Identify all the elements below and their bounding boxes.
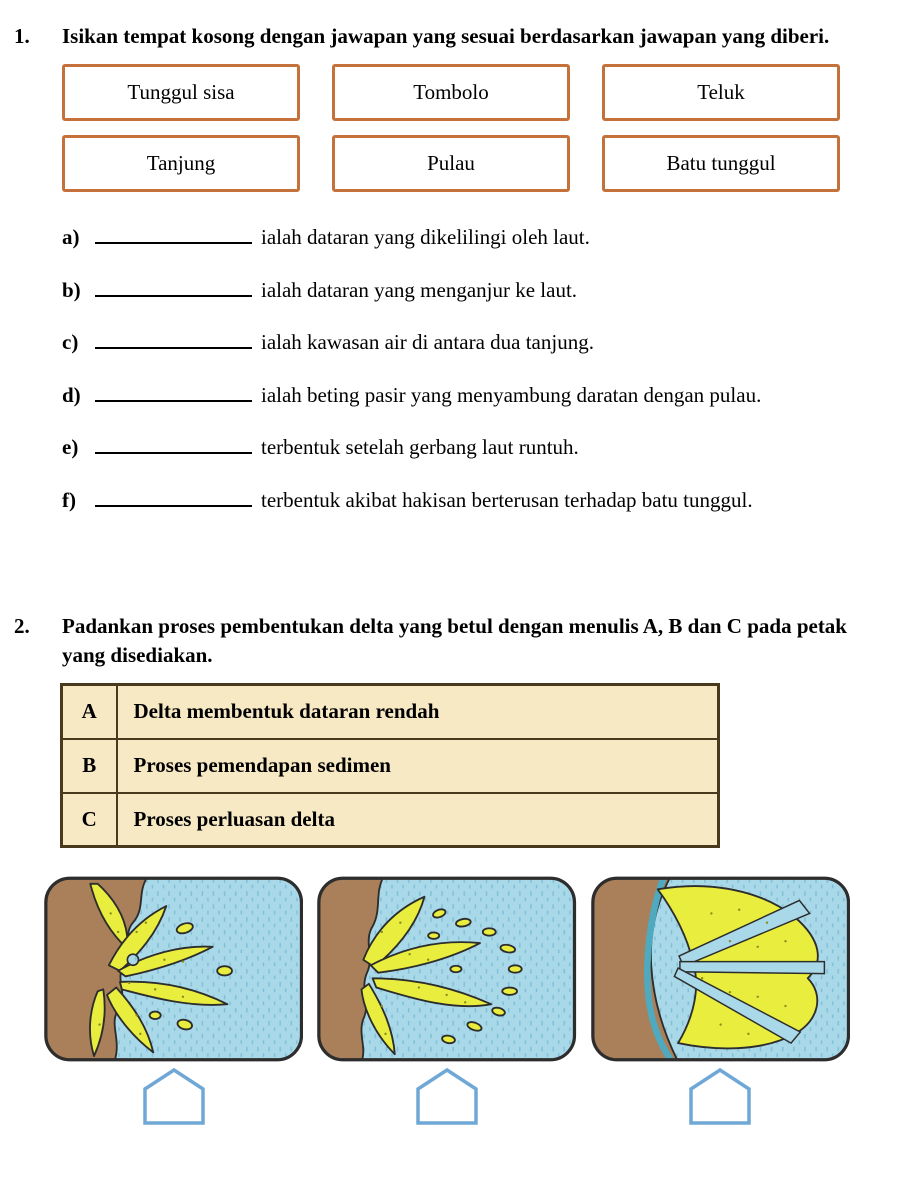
delta-diagram-1 [44, 870, 303, 1068]
delta-diagram-column-3 [591, 870, 850, 1126]
delta-diagram-3 [591, 870, 850, 1068]
blank-answer-line-c[interactable] [95, 347, 252, 349]
blank-question-b [62, 275, 880, 307]
delta-answer-box-1[interactable] [141, 1068, 207, 1126]
question-1-instruction: Isikan tempat kosong dengan jawapan yang sesuai berdasarkan jawapan yang diberi. [62, 24, 830, 48]
question-1-number: 1. [14, 24, 30, 48]
process-description-b: Proses pemendapan sedimen [117, 739, 719, 793]
process-description-a: Delta membentuk dataran rendah [117, 685, 719, 739]
blank-question-f [62, 485, 880, 517]
blank-answer-line-e[interactable] [95, 452, 252, 454]
delta-answer-box-3[interactable] [687, 1068, 753, 1126]
blank-text-e: terbentuk setelah gerbang laut runtuh. [261, 435, 579, 460]
blank-question-d [62, 380, 880, 412]
delta-process-table [60, 683, 720, 848]
delta-diagram-2 [317, 870, 576, 1068]
table-row-a [62, 685, 719, 739]
process-description-c: Proses perluasan delta [117, 793, 719, 847]
question-2-number: 2. [14, 614, 30, 639]
blank-question-c [62, 327, 880, 359]
blank-label-e: e) [62, 435, 79, 460]
blank-answer-line-f[interactable] [95, 505, 252, 507]
blank-text-f: terbentuk akibat hakisan berterusan terhadap batu tunggul. [261, 487, 753, 512]
word-bank-item-tanjung: Tanjung [62, 135, 300, 192]
delta-answer-box-2[interactable] [414, 1068, 480, 1126]
question-2-instruction: Padankan proses pembentukan delta yang betul dengan menulis A, B dan C pada petak yang disediakan. [62, 614, 847, 667]
blank-label-f: f) [62, 487, 76, 512]
process-letter-b: B [62, 739, 117, 793]
blank-label-d: d) [62, 382, 81, 407]
blank-answer-line-a[interactable] [95, 242, 252, 244]
word-bank-item-tunggul-sisa: Tunggul sisa [62, 64, 300, 121]
blank-label-c: c) [62, 330, 79, 355]
fill-in-blanks-list [62, 222, 880, 516]
blank-question-e [62, 432, 880, 464]
delta-diagram-column-2 [317, 870, 576, 1126]
blank-label-a: a) [62, 225, 80, 250]
question-1-section [14, 22, 880, 516]
question-1-header [14, 22, 880, 50]
blank-question-a [62, 222, 880, 254]
table-row-b [62, 739, 719, 793]
blank-text-b: ialah dataran yang menganjur ke laut. [261, 277, 578, 302]
blank-text-c: ialah kawasan air di antara dua tanjung. [261, 330, 594, 355]
question-2-header [14, 612, 880, 669]
process-letter-c: C [62, 793, 117, 847]
word-bank-item-pulau: Pulau [332, 135, 570, 192]
question-2-section [14, 612, 880, 1126]
blank-answer-line-b[interactable] [95, 295, 252, 297]
delta-diagrams-row [44, 870, 850, 1126]
blank-answer-line-d[interactable] [95, 400, 252, 402]
word-bank [62, 64, 840, 192]
table-row-c [62, 793, 719, 847]
delta-diagram-column-1 [44, 870, 303, 1126]
blank-text-a: ialah dataran yang dikelilingi oleh laut. [261, 225, 590, 250]
process-letter-a: A [62, 685, 117, 739]
blank-text-d: ialah beting pasir yang menyambung daratan dengan pulau. [261, 382, 762, 407]
word-bank-item-batu-tunggul: Batu tunggul [602, 135, 840, 192]
word-bank-item-tombolo: Tombolo [332, 64, 570, 121]
blank-label-b: b) [62, 277, 81, 302]
word-bank-item-teluk: Teluk [602, 64, 840, 121]
